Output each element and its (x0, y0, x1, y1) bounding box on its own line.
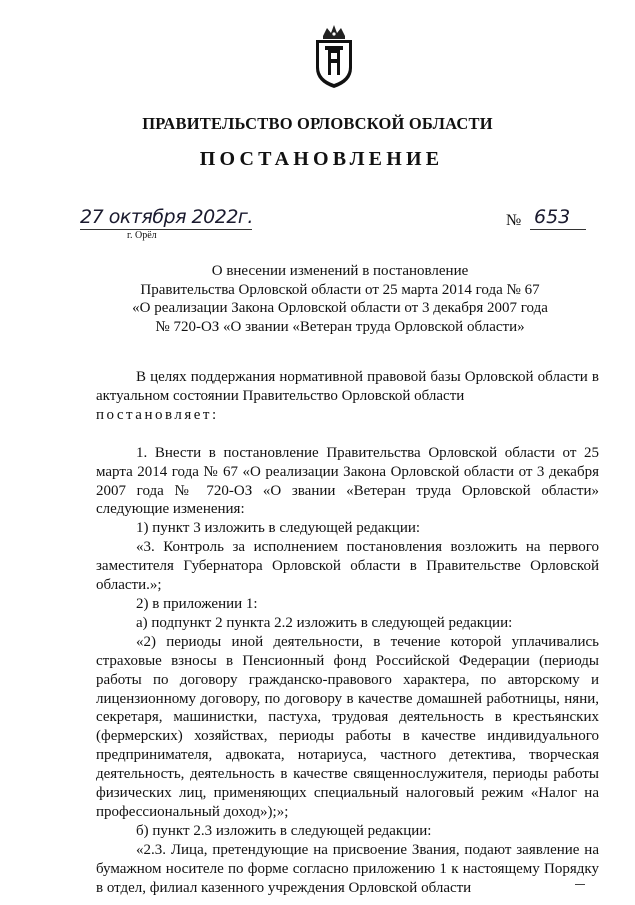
body-paragraph: а) подпункт 2 пункта 2.2 изложить в следующей редакции: (136, 614, 513, 631)
resolves-word: постановляет: (96, 406, 219, 423)
body-paragraph: «3. Контроль за исполнением постановления возложить на первого заместителя Губернатора Орловской области в Правительстве Орловской области.»; (96, 539, 599, 594)
number-underline (530, 229, 586, 230)
title-line: Правительства Орловской области от 25 марта 2014 года № 67 (140, 281, 540, 298)
handwritten-date: 27 октября 2022г. (80, 206, 253, 228)
body-paragraph: 1) пункт 3 изложить в следующей редакции: (136, 520, 421, 537)
title-line: № 720-ОЗ «О звании «Ветеран труда Орловской области» (155, 318, 525, 335)
government-name: ПРАВИТЕЛЬСТВО ОРЛОВСКОЙ ОБЛАСТИ (142, 114, 493, 133)
title-line: «О реализации Закона Орловской области от 3 декабря 2007 года (132, 300, 548, 316)
body-paragraph: 1. Внести в постановление Правительства Орловской области от 25 марта 2014 года № 67 «О реализации Закона Орловской области от 3 декабря 2007 года № 720-ОЗ «О звании «Ветеран труда Орловской области» следующие изменения: (96, 444, 599, 518)
city-label: г. Орёл (127, 230, 157, 241)
handwritten-number: 653 (534, 206, 571, 228)
body-paragraph: б) пункт 2.3 изложить в следующей редакции: (136, 822, 432, 839)
body-paragraph: «2.3. Лица, претендующие на присвоение Звания, подают заявление на бумажном носителе по форме согласно приложению 1 к настоящему Порядку в отдел, филиал казенного учреждения Орловской области (96, 841, 599, 896)
page-edge-mark (575, 884, 585, 885)
body-paragraph: «2) периоды иной деятельности, в течение которой уплачивались страховые взносы в Пенсионный фонд Российской Федерации (периоды работы по договору гражданско-правового характера, по авторскому и лицензионному договору, по договору в качестве домашней работницы, няни, секретаря, машинистки, пастуха, трудовая деятельность в крестьянских (фермерских) хозяйствах, периоды работы в качестве индивидуального предпринимателя, адвоката, нотариуса, частного детектива, творческая деятельность, деятельность в качестве священнослужителя, периоды работы физических лиц, применяющих специальный налоговый режим «Налог на профессиональный доход»);»; (96, 633, 599, 820)
preamble-paragraph: В целях поддержания нормативной правовой базы Орловской области в актуальном состоянии Правительство Орловской области (96, 369, 599, 404)
date-underline (80, 229, 252, 230)
document-type: ПОСТАНОВЛЕНИЕ (199, 148, 444, 170)
body-paragraph: 2) в приложении 1: (136, 595, 258, 612)
coat-of-arms-emblem (310, 22, 358, 90)
title-line: О внесении изменений в постановление (211, 263, 469, 279)
document-title (0, 262, 635, 336)
number-label: № (506, 212, 522, 229)
document-body (96, 368, 599, 897)
